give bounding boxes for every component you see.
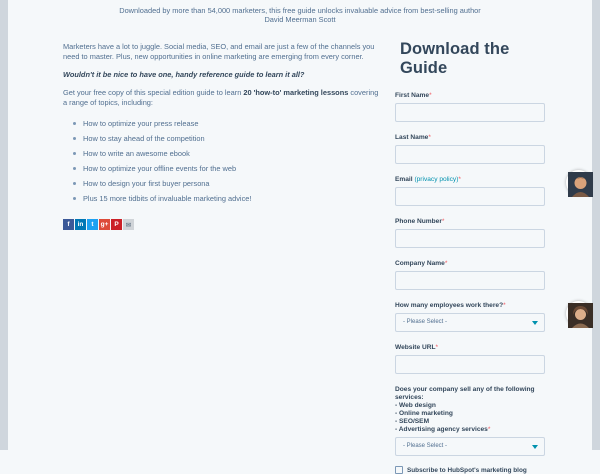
required-mark: *: [458, 176, 461, 183]
services-option: - Web design: [395, 402, 436, 409]
avatar-icon: [568, 172, 593, 197]
list-item: How to optimize your press release: [63, 116, 381, 131]
phone-field[interactable]: [395, 229, 545, 248]
download-form: [395, 40, 555, 474]
privacy-policy-link[interactable]: (privacy policy): [414, 176, 459, 183]
page-edge-right: [592, 0, 600, 450]
services-option-text: - Advertising agency services: [395, 426, 488, 433]
guide-description: [63, 42, 381, 206]
required-mark: *: [441, 218, 445, 225]
chat-avatar[interactable]: [566, 301, 591, 326]
services-group: [395, 386, 555, 456]
email-label: [395, 176, 555, 184]
twitter-share-icon[interactable]: t: [87, 219, 98, 230]
phone-label: [395, 218, 555, 226]
pinterest-share-icon[interactable]: P: [111, 219, 122, 230]
email-field[interactable]: [395, 187, 545, 206]
email-label-text: Email: [395, 176, 413, 183]
website-label-text: Website URL: [395, 344, 436, 351]
list-item: How to design your first buyer persona: [63, 176, 381, 191]
required-mark: *: [503, 302, 506, 309]
employees-label-text: How many employees work there?: [395, 302, 504, 309]
employees-select[interactable]: [395, 313, 545, 332]
landing-page: [8, 0, 592, 474]
first-name-label: [395, 92, 555, 100]
intro-text: [8, 6, 592, 24]
first-name-group: [395, 92, 555, 122]
website-label: [395, 344, 555, 352]
chat-avatar[interactable]: [566, 170, 591, 195]
form-title: Download the Guide: [400, 40, 510, 77]
facebook-share-icon[interactable]: f: [63, 219, 74, 230]
employees-group: [395, 302, 555, 332]
list-item: Plus 15 more tidbits of invaluable marketing advice!: [63, 191, 381, 206]
services-option: - Online marketing: [395, 410, 453, 417]
description-offer: [63, 88, 381, 108]
company-group: [395, 260, 555, 290]
company-field[interactable]: [395, 271, 545, 290]
page-edge-left: [0, 0, 8, 450]
last-name-label: [395, 134, 555, 142]
google-plus-share-icon[interactable]: g+: [100, 221, 109, 228]
intro-line-2: David Meerman Scott: [264, 15, 336, 24]
services-select[interactable]: [395, 437, 545, 456]
subscribe-row: [395, 466, 555, 474]
services-option: [395, 426, 555, 434]
website-group: [395, 344, 555, 374]
first-name-label-text: First Name: [395, 92, 430, 99]
list-item: How to write an awesome ebook: [63, 146, 381, 161]
description-question: Wouldn't it be nice to have one, handy reference guide to learn it all?: [63, 70, 305, 79]
required-mark: *: [444, 260, 448, 267]
share-buttons: [63, 219, 134, 230]
email-group: [395, 176, 555, 206]
services-question-text: Does your company sell any of the following services:: [395, 386, 535, 401]
avatar-icon: [568, 303, 593, 328]
required-mark: *: [429, 92, 432, 99]
phone-group: [395, 218, 555, 248]
required-mark: *: [487, 426, 491, 433]
chevron-down-icon: [532, 321, 538, 325]
employees-select-value: - Please Select -: [403, 319, 448, 325]
list-item: How to optimize your offline events for the web: [63, 161, 381, 176]
intro-line-1: Downloaded by more than 54,000 marketers, this free guide unlocks invaluable advice from best-selling author: [119, 6, 481, 15]
offer-text-start: Get your free copy of this special edition guide to learn: [63, 88, 244, 97]
chevron-down-icon: [532, 445, 538, 449]
employees-label: [395, 302, 555, 310]
phone-label-text: Phone Number: [395, 218, 442, 225]
last-name-label-text: Last Name: [395, 134, 429, 141]
first-name-field[interactable]: [395, 103, 545, 122]
email-share-icon[interactable]: ✉: [123, 219, 134, 230]
services-option: - SEO/SEM: [395, 418, 430, 425]
list-item: How to stay ahead of the competition: [63, 131, 381, 146]
company-label-text: Company Name: [395, 260, 445, 267]
last-name-field[interactable]: [395, 145, 545, 164]
subscribe-checkbox[interactable]: [395, 466, 403, 474]
offer-highlight: 20 'how-to' marketing lessons: [243, 88, 349, 97]
description-paragraph: Marketers have a lot to juggle. Social media, SEO, and email are just a few of the channels you need to master. Plus, new opportunities in online marketing are emerging from every corner.: [63, 42, 375, 61]
website-field[interactable]: [395, 355, 545, 374]
required-mark: *: [428, 134, 431, 141]
company-label: [395, 260, 555, 268]
linkedin-share-icon[interactable]: in: [75, 219, 86, 230]
services-question: [395, 386, 555, 434]
required-mark: *: [435, 344, 439, 351]
last-name-group: [395, 134, 555, 164]
offer-text-end: covering a range of topics, including:: [63, 88, 379, 107]
subscribe-label: Subscribe to HubSpot's marketing blog: [407, 466, 527, 474]
topics-list: [63, 116, 381, 206]
services-select-value: - Please Select -: [403, 443, 448, 449]
